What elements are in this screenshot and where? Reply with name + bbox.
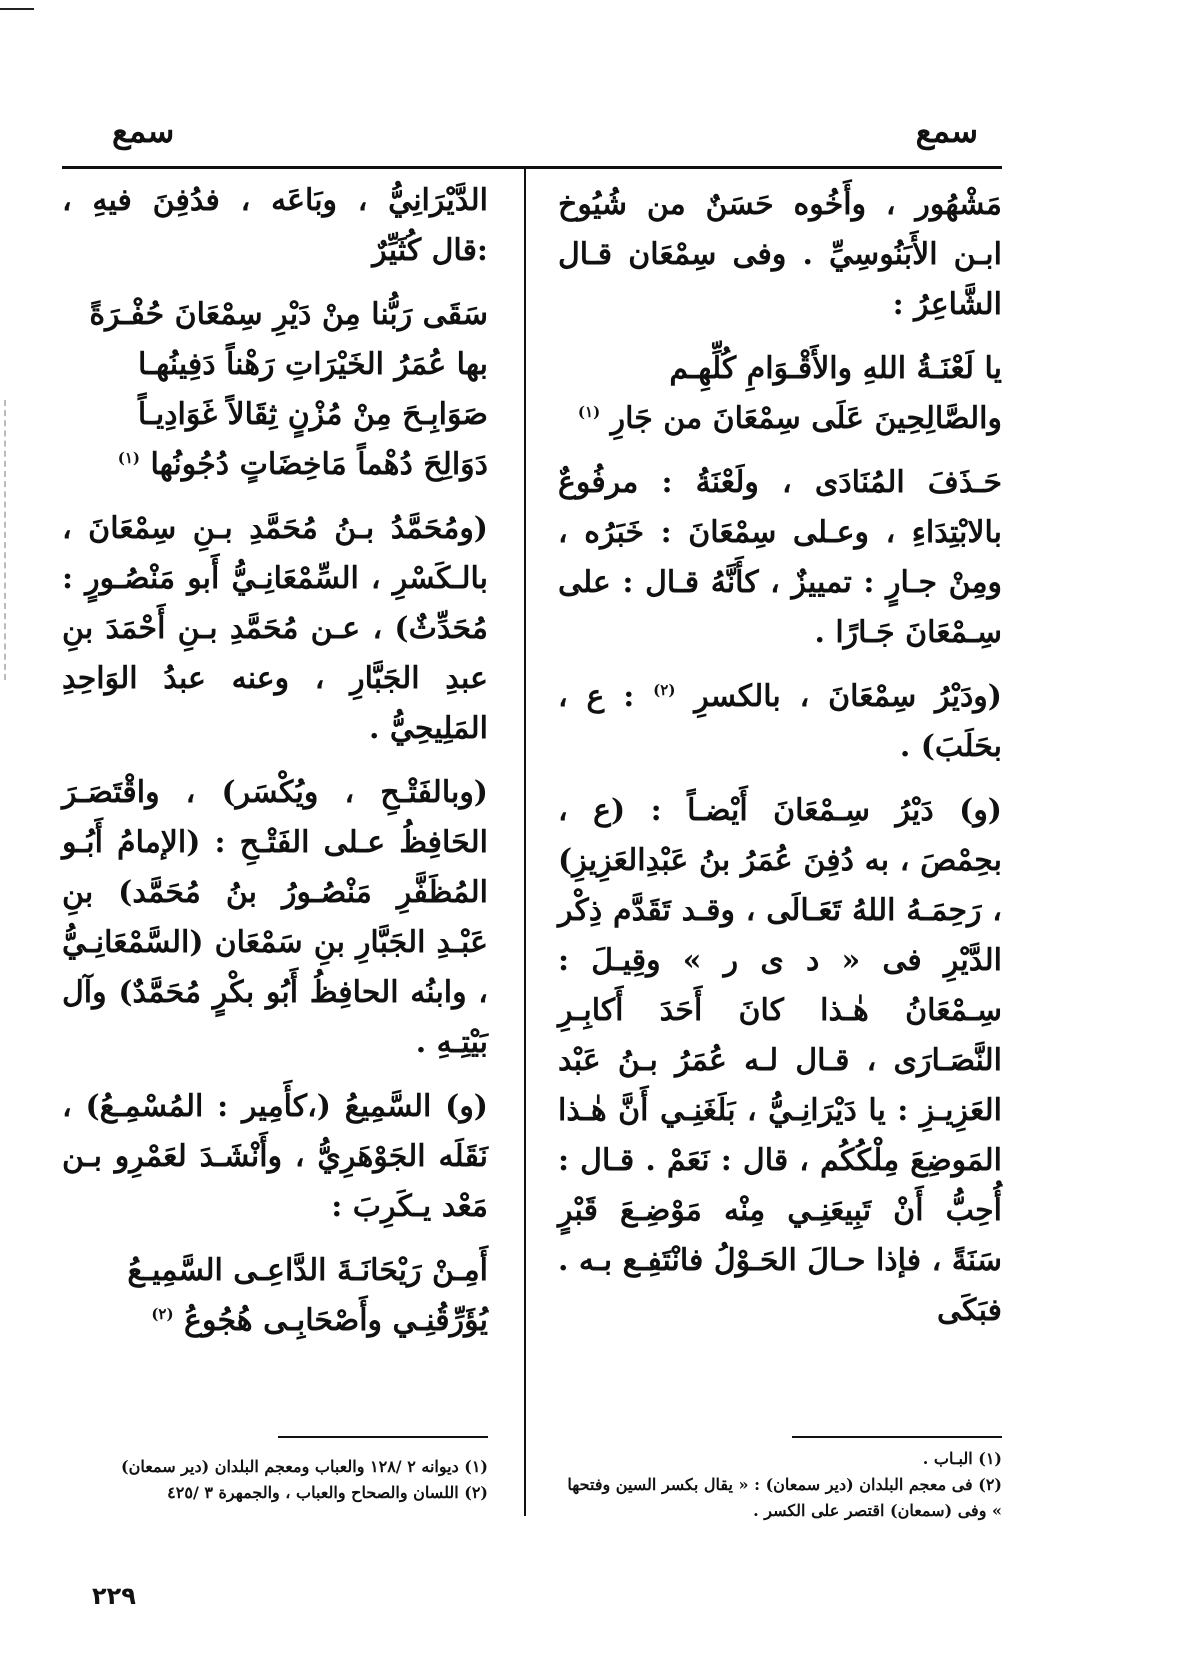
footnote-item: (٢) اللسان والصحاح والعباب ، والجمهرة ٣ /٤٢٥ (167, 1483, 488, 1502)
left-paragraph-3: (وبالفَتْـحِ ، ويُكْسَر) ، واقْتَصَـرَ الحَافِظُ عـلى الفَتْـحِ : (الإمامُ أَبُـو المُظَفَّرِ مَنْصُـورُ بنُ مُحَمَّد) بنِ عَبْـدِ الجَبَّارِ بنِ سَمْعَان (السَّمْعَانِـيُّ ، وابنُه الحافِظُ أَبُو بكْرٍ مُحَمَّدٌ) وآل بَيْتِـهِ . (62, 775, 488, 1060)
footnote-ref: (١) (577, 403, 601, 421)
header-rule (62, 166, 1002, 169)
left-verse-2-line-2 (62, 1296, 488, 1346)
page-number: ٢٢٩ (92, 1582, 136, 1610)
margin-scan-mark (4, 400, 6, 680)
left-paragraph-1: الدَّيْرَانِيُّ ، وبَاعَه ، فدُفِنَ فيهِ ، :قال كُثَيِّرٌ (62, 183, 488, 268)
footnote-ref: (٢) (653, 681, 676, 699)
footnote-item: (١) البـاب . (922, 1449, 1002, 1468)
left-verse-2-line-1: أَمِـنْ رَيْحَانَـةَ الدَّاعِـى السَّمِيـعُ (127, 1253, 488, 1288)
right-paragraph-3 (558, 672, 1002, 772)
footnote-rule-right (792, 1436, 1002, 1438)
right-verse-1-line-2-text: والصَّالِحِينَ عَلَى سِمْعَانَ من جَارِ (610, 401, 1002, 436)
left-verse-1-line-1: سَقَى رَبُّنا مِنْ دَيْرِ سِمْعَانَ حُفْـرَةً (89, 297, 488, 332)
footnote-item: (١) ديوانه ٢ /١٢٨ والعباب ومعجم البلدان (دير سمعان) (121, 1457, 488, 1476)
right-paragraph-2: حَـذَفَ المُنَادَى ، ولَعْنَةُ : مرفُوعٌ بالابْتِدَاءِ ، وعـلى سِمْعَانَ : خَبَرُه ، ومِنْ جـارٍ : تمييزٌ ، كأَنَّهُ قـال : على سِـمْعَانَ جَـارًا . (558, 465, 1002, 650)
column-divider (524, 166, 526, 1516)
left-verse-1-line-4 (62, 440, 488, 490)
footnotes-right (558, 1446, 1002, 1524)
right-verse-1-line-2 (558, 394, 1002, 444)
left-column (62, 176, 488, 1346)
left-verse-2-line-2-text: يُؤَرِّقُنِـي وأَصْحَابِـى هُجُوعُ (184, 1303, 488, 1338)
right-column (558, 180, 1002, 1350)
footnotes-left (62, 1454, 488, 1506)
corner-crop-mark (0, 8, 34, 10)
footnote-rule-left (278, 1436, 488, 1438)
left-verse-1-line-4-text: دَوَالِحَ دُهْماً مَاخِضَاتٍ دُجُونُها (150, 447, 488, 482)
footnote-ref: (١) (117, 449, 140, 467)
left-paragraph-4: (و) السَّمِيعُ (،كأَمِير : المُسْمِـعُ) ، نَقَلَه الجَوْهَرِيُّ ، وأَنْشَـدَ لعَمْرِو بـن مَعْد يـكَرِبَ : (62, 1089, 488, 1224)
right-verse-1-line-1: يا لَعْنَـةُ اللهِ والأَقْـوَامِ كُلِّهِـم (669, 351, 1002, 386)
left-paragraph-2: (ومُحَمَّدُ بـنُ مُحَمَّدِ بـنِ سِمْعَانَ ، بالـكَسْرِ ، السِّمْعَانِـيُّ أَبو مَنْصُـورٍ : مُحَدِّثٌ) ، عـن مُحَمَّدِ بـنِ أَحْمَدَ بنِ عبدِ الجَبَّارِ ، وعنه عبدُ الوَاحِدِ المَلِيحِيُّ . (62, 511, 488, 746)
running-header-right: سمع (915, 112, 978, 150)
left-verse-1-line-2: بها عُمَرُ الخَيْرَاتِ رَهْناً دَفِينُهـا (138, 347, 488, 382)
left-verse-1-line-3: صَوَابِـحَ مِنْ مُزْنٍ ثِقَالاً غَوَادِيـاً (137, 397, 488, 432)
right-paragraph-3-b: : ع ، بحَلَبَ) . (558, 679, 1002, 764)
right-paragraph-3-a: (ودَيْرُ سِمْعَانَ ، بالكسرِ (694, 679, 1002, 714)
footnote-item: (٢) فى معجم البلدان (دير سمعان) : « يقال بكسر السين وفتحها » وفى (سمعان) اقتصر على الكسر . (567, 1475, 1002, 1520)
running-header-left: سمع (112, 112, 175, 150)
footnote-ref: (٢) (151, 1305, 174, 1323)
right-paragraph-1: مَشْهُور ، وأَخُوه حَسَنٌ من شُيُوخ ابـن الأَبَنُوسِيِّ . وفى سِمْعَان قـال الشَّاعِرُ : (558, 187, 1002, 322)
right-paragraph-4: (و) دَيْرُ سِـمْعَانَ أَيْضـاً : (ع ، بحِمْصَ ، به دُفِنَ عُمَرُ بنُ عَبْدِالعَزِيزِ) ، رَحِمَـهُ اللهُ تَعَـالَى ، وقـد تَقَدَّم ذِكْر الدَّيْرِ فى « د ى ر » وقِيـلَ : سِـمْعَانُ هٰـذا كانَ أَحَدَ أَكابِـرِ النَّصَـارَى ، قـال لـه عُمَرُ بـنُ عَبْد العَزِيـزِ : يا دَيْرَانِـيُّ ، بَلَغَنِـي أَنَّ هٰـذا المَوضِعَ مِلْكُكُم ، قال : نَعَمْ . قـال : أُحِبُّ أَنْ تَبِيعَنِـي مِنْه مَوْضِـعَ قَبْرٍ سَنَةً ، فإذا حـالَ الحَـوْلُ فانْتَفِـع بـه . فبَكَى (558, 793, 1002, 1328)
